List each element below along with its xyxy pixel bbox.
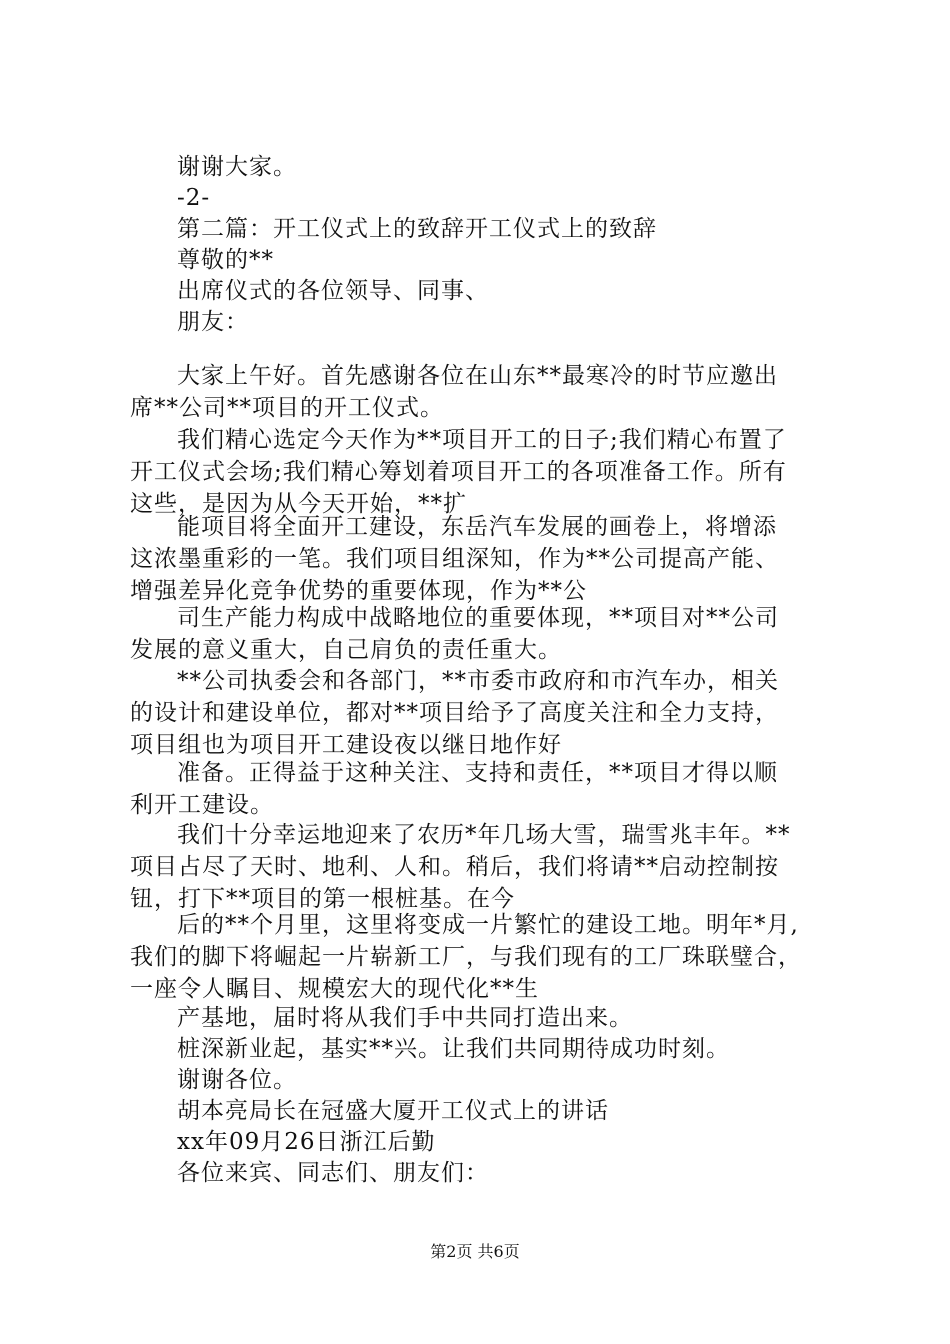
text-line: 朋友： <box>177 309 249 335</box>
text-line: 利开工建设。 <box>130 792 274 818</box>
text-line: 的设计和建设单位，都对**项目给予了高度关注和全力支持， <box>130 700 779 726</box>
text-line: 我们精心选定今天作为**项目开工的日子;我们精心布置了 <box>177 427 787 453</box>
text-line: 准备。正得益于这种关注、支持和责任，**项目才得以顺 <box>177 760 778 786</box>
text-line: 项目组也为项目开工建设夜以继日地作好 <box>130 732 562 758</box>
text-line: 这浓墨重彩的一笔。我们项目组深知，作为**公司提高产能、 <box>130 546 779 572</box>
text-line: 一座令人瞩目、规模宏大的现代化**生 <box>130 976 539 1002</box>
text-line: 尊敬的** <box>177 247 274 273</box>
text-line: 产基地，届时将从我们手中共同打造出来。 <box>177 1005 633 1031</box>
text-line: 我们的脚下将崛起一片崭新工厂，与我们现有的工厂珠联璧合， <box>130 944 802 970</box>
text-line: 发展的意义重大，自己肩负的责任重大。 <box>130 637 562 663</box>
text-line: 后的**个月里，这里将变成一片繁忙的建设工地。明年*月, <box>177 912 799 938</box>
text-line: 出席仪式的各位领导、同事、 <box>177 278 489 304</box>
text-line: 司生产能力构成中战略地位的重要体现，**项目对**公司 <box>177 605 779 631</box>
text-line: 大家上午好。首先感谢各位在山东**最寒冷的时节应邀出 <box>177 363 778 389</box>
text-line: 增强差异化竞争优势的重要体现，作为**公 <box>130 578 587 604</box>
text-line: 谢谢各位。 <box>177 1067 297 1093</box>
text-line: 开工仪式会场;我们精心筹划着项目开工的各项准备工作。所有 <box>130 459 787 485</box>
page-marker: -2- <box>177 185 211 211</box>
text-line: 桩深新业起，基实**兴。让我们共同期待成功时刻。 <box>177 1036 730 1062</box>
text-line: 席**公司**项目的开工仪式。 <box>130 395 444 421</box>
text-line: 谢谢大家。 <box>177 154 297 180</box>
greeting-line: 各位来宾、同志们、朋友们： <box>177 1160 489 1186</box>
text-line: 这些，是因为从今天开始，**扩 <box>130 491 467 517</box>
page-footer: 第2页 共6页 <box>430 1242 520 1261</box>
text-line: 我们十分幸运地迎来了农历*年几场大雪，瑞雪兆丰年。** <box>177 822 791 848</box>
article-title: 胡本亮局长在冠盛大厦开工仪式上的讲话 <box>177 1098 609 1124</box>
text-line: 钮，打下**项目的第一根桩基。在今 <box>130 886 515 912</box>
date-line: xx年09月26日浙江后勤 <box>177 1129 436 1155</box>
text-line: 能项目将全面开工建设，东岳汽车发展的画卷上，将增添 <box>177 514 777 540</box>
text-line: **公司执委会和各部门，**市委市政府和市汽车办，相关 <box>177 668 779 694</box>
text-line: 项目占尽了天时、地利、人和。稍后，我们将请**启动控制按 <box>130 854 779 880</box>
section-heading: 第二篇：开工仪式上的致辞开工仪式上的致辞 <box>177 216 657 242</box>
